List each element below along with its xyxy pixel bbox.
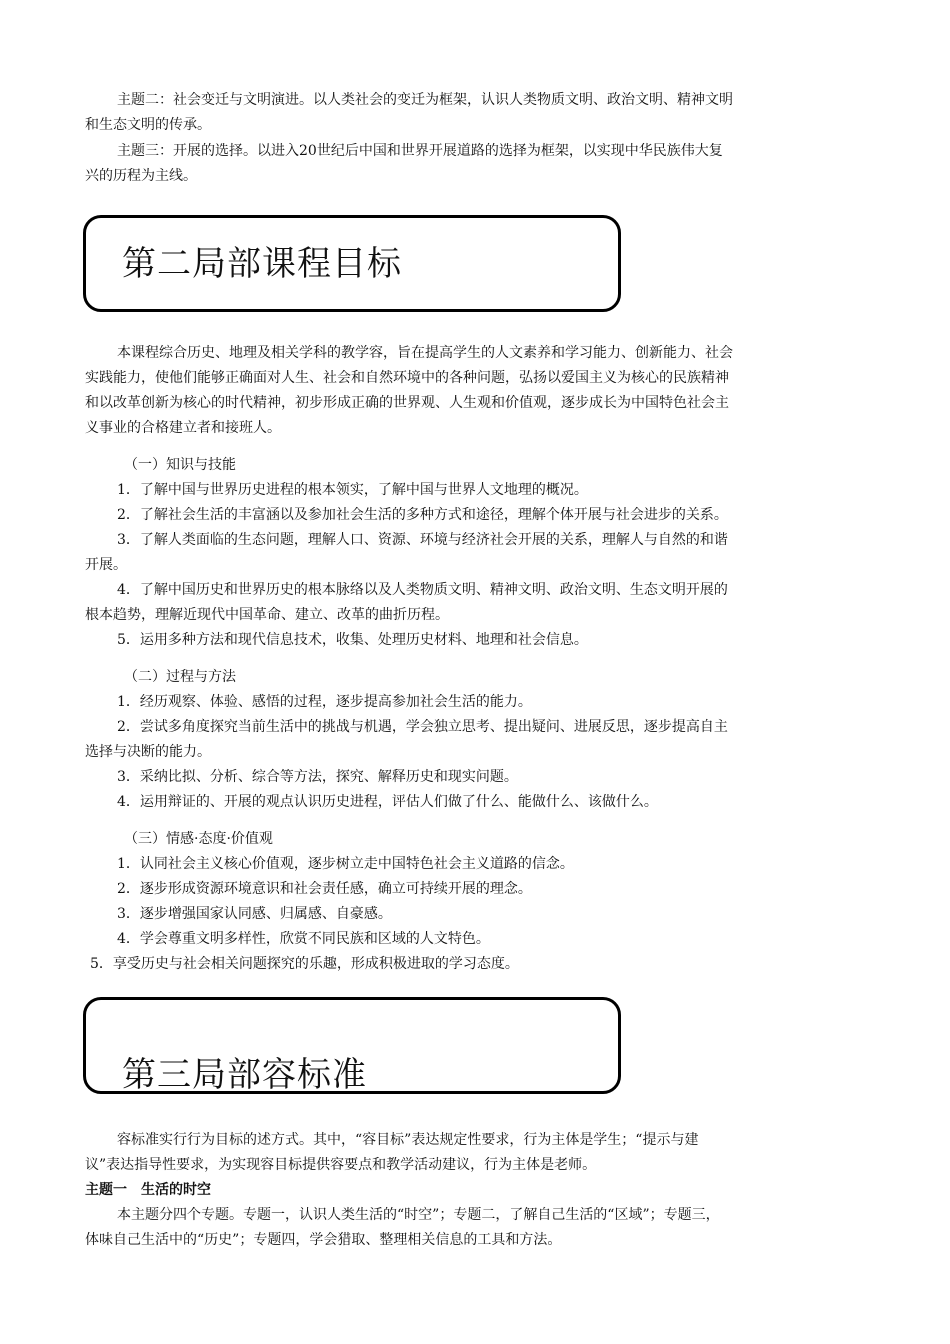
section3-heading: 第三局部容标准: [122, 1055, 367, 1095]
theme3-line-1: 主题三：开展的选择。以进入20世纪后中国和世界开展道路的选择为框架，以实现中华民族伟大复: [117, 143, 723, 159]
values-item-2: 2．逐步形成资源环境意识和社会责任感，确立可持续开展的理念。: [117, 881, 532, 897]
values-item-5: 5．享受历史与社会相关问题探究的乐趣，形成积极进取的学习态度。: [90, 956, 519, 972]
knowledge-item-1: 1．了解中国与世界历史进程的根本领实，了解中国与世界人文地理的概况。: [117, 482, 588, 498]
knowledge-item-4a: 4．了解中国历史和世界历史的根本脉络以及人类物质文明、精神文明、政治文明、生态文明开展的: [117, 582, 728, 598]
section2-heading: 第二局部课程目标: [122, 244, 402, 284]
knowledge-title: （一）知识与技能: [124, 457, 236, 473]
process-title: （二）过程与方法: [124, 669, 236, 685]
knowledge-item-3a: 3．了解人类面临的生态问题，理解人口、资源、环境与经济社会开展的关系，理解人与自然的和谐: [117, 532, 728, 548]
standards-para-line-2: 议”表达指导性要求，为实现容目标提供容要点和教学活动建议，行为主体是老师。: [85, 1157, 597, 1173]
knowledge-item-5: 5．运用多种方法和现代信息技术，收集、处理历史材料、地理和社会信息。: [117, 632, 588, 648]
values-title: （三）情感·态度·价值观: [124, 831, 273, 847]
goals-para-line-4: 义事业的合格建立者和接班人。: [85, 420, 281, 436]
process-item-4: 4．运用辩证的、开展的观点认识历史进程，评估人们做了什么、能做什么、该做什么。: [117, 794, 658, 810]
knowledge-item-2: 2．了解社会生活的丰富涵以及参加社会生活的多种方式和途径，理解个体开展与社会进步的关系。: [117, 507, 728, 523]
values-item-1: 1．认同社会主义核心价值观，逐步树立走中国特色社会主义道路的信念。: [117, 856, 574, 872]
theme3-line-2: 兴的历程为主线。: [85, 168, 197, 184]
values-item-3: 3．逐步增强国家认同感、归属感、自豪感。: [117, 906, 392, 922]
knowledge-item-3b: 开展。: [85, 557, 127, 573]
theme2-line-1: 主题二：社会变迁与文明演进。以人类社会的变迁为框架，认识人类物质文明、政治文明、精神文明: [117, 92, 733, 108]
theme1-title: 主题一 生活的时空: [85, 1182, 211, 1198]
process-item-2b: 选择与决断的能力。: [85, 744, 211, 760]
standards-para-line-1: 容标准实行行为目标的述方式。其中，“容目标”表达规定性要求，行为主体是学生；“提示与建: [117, 1132, 699, 1148]
process-item-1: 1．经历观察、体验、感悟的过程，逐步提高参加社会生活的能力。: [117, 694, 532, 710]
process-item-3: 3．采纳比拟、分析、综合等方法，探究、解释历史和现实问题。: [117, 769, 518, 785]
knowledge-item-4b: 根本趋势，理解近现代中国革命、建立、改革的曲折历程。: [85, 607, 449, 623]
goals-para-line-1: 本课程综合历史、地理及相关学科的教学容，旨在提高学生的人文素养和学习能力、创新能力、社会: [117, 345, 733, 361]
goals-para-line-2: 实践能力，使他们能够正确面对人生、社会和自然环境中的各种问题，弘扬以爱国主义为核心的民族精神: [85, 370, 729, 386]
goals-para-line-3: 和以改革创新为核心的时代精神，初步形成正确的世界观、人生观和价值观，逐步成长为中国特色社会主: [85, 395, 729, 411]
values-item-4: 4．学会尊重文明多样性，欣赏不同民族和区域的人文特色。: [117, 931, 490, 947]
theme1-line-1: 本主题分四个专题。专题一，认识人类生活的“时空”；专题二，了解自己生活的“区域”；专题三，: [117, 1207, 720, 1223]
theme1-line-2: 体味自己生活中的“历史”；专题四，学会猎取、整理相关信息的工具和方法。: [85, 1232, 562, 1248]
theme2-line-2: 和生态文明的传承。: [85, 117, 211, 133]
process-item-2a: 2．尝试多角度探究当前生活中的挑战与机遇，学会独立思考、提出疑问、进展反思，逐步提高自主: [117, 719, 728, 735]
